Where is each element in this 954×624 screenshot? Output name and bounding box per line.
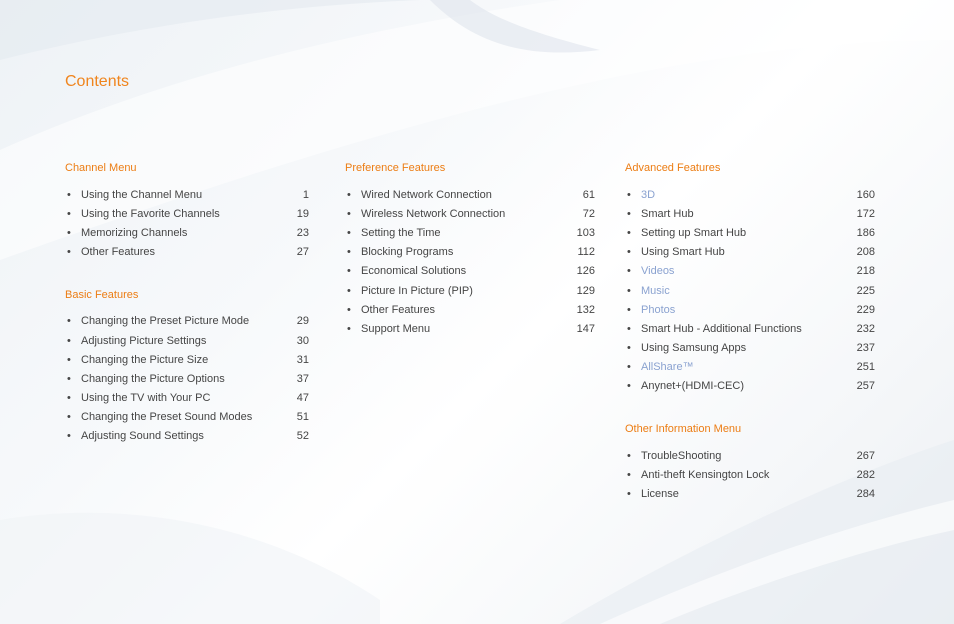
section-title[interactable]: Advanced Features xyxy=(625,162,721,174)
bullet-icon: • xyxy=(67,334,71,347)
bullet-icon: • xyxy=(627,488,631,501)
section-title[interactable]: Other Information Menu xyxy=(625,423,742,436)
bullet-icon: • xyxy=(347,284,351,297)
page-number: 1 xyxy=(302,188,309,201)
page-number: 51 xyxy=(296,411,309,424)
bullet-icon: • xyxy=(627,207,631,220)
page-number: 29 xyxy=(296,315,309,328)
bullet-icon: • xyxy=(67,392,71,405)
page-number: 30 xyxy=(296,334,309,347)
page-number: 172 xyxy=(856,207,875,220)
toc-section-channel-menu xyxy=(65,161,309,262)
toc-item[interactable]: • Wireless Network Connection 72 xyxy=(347,207,595,220)
page-number: 284 xyxy=(856,488,875,501)
bullet-icon: • xyxy=(347,303,351,316)
toc-column-3 xyxy=(625,161,875,504)
bullet-icon: • xyxy=(627,361,631,374)
bullet-icon: • xyxy=(67,430,71,443)
page-number: 61 xyxy=(582,188,595,201)
bullet-icon: • xyxy=(347,265,351,278)
toc-item[interactable]: • Using Samsung Apps 237 xyxy=(627,342,875,355)
page-number: 282 xyxy=(856,468,875,481)
toc-item[interactable]: • Changing the Preset Picture Mode 29 xyxy=(67,315,309,328)
toc-item[interactable]: • 3D 160 xyxy=(627,188,875,201)
toc-item[interactable]: • Anynet+(HDMI-CEC) 257 xyxy=(627,380,875,393)
toc-item[interactable]: • Smart Hub 172 xyxy=(627,207,875,220)
page-number: 19 xyxy=(296,207,309,220)
bullet-icon: • xyxy=(627,284,631,297)
toc-item[interactable]: • Anti-theft Kensington Lock 282 xyxy=(627,468,875,481)
page-number: 267 xyxy=(856,449,875,462)
section-title[interactable]: Preference Features xyxy=(345,162,446,174)
bullet-icon: • xyxy=(67,372,71,385)
toc-column-2 xyxy=(345,161,595,339)
bullet-icon: • xyxy=(67,226,71,239)
bullet-icon: • xyxy=(347,207,351,220)
bullet-icon: • xyxy=(627,226,631,239)
bullet-icon: • xyxy=(347,226,351,239)
bullet-icon: • xyxy=(627,380,631,393)
bullet-icon: • xyxy=(627,449,631,462)
page-number: 47 xyxy=(296,392,309,405)
toc-item[interactable]: • AllShare™ 251 xyxy=(627,361,875,374)
bullet-icon: • xyxy=(347,188,351,201)
page-number: 237 xyxy=(856,342,875,355)
toc-item[interactable]: • Using the Channel Menu 1 xyxy=(67,188,309,201)
page-number: 251 xyxy=(856,361,875,374)
toc-item[interactable]: • Using Smart Hub 208 xyxy=(627,246,875,259)
page-number: 218 xyxy=(856,265,875,278)
toc-item[interactable]: • Adjusting Sound Settings 52 xyxy=(67,430,309,443)
page-number: 147 xyxy=(576,322,595,335)
toc-item[interactable]: • Wired Network Connection 61 xyxy=(347,188,595,201)
page-number: 232 xyxy=(856,322,875,335)
toc-item[interactable]: • Using the TV with Your PC 47 xyxy=(67,392,309,405)
toc-item[interactable]: • Memorizing Channels 23 xyxy=(67,226,309,239)
section-title[interactable]: Basic Features xyxy=(65,288,139,301)
bullet-icon: • xyxy=(627,342,631,355)
bullet-icon: • xyxy=(347,322,351,335)
bullet-icon: • xyxy=(67,315,71,328)
bullet-icon: • xyxy=(67,188,71,201)
toc-section-advanced-features xyxy=(625,161,875,396)
bullet-icon: • xyxy=(67,411,71,424)
toc-item[interactable]: • Changing the Picture Options 37 xyxy=(67,372,309,385)
page-number: 31 xyxy=(296,353,309,366)
bullet-icon: • xyxy=(67,353,71,366)
bullet-icon: • xyxy=(627,468,631,481)
page-number: 23 xyxy=(296,226,309,239)
section-title[interactable]: Channel Menu xyxy=(65,162,137,174)
toc-item[interactable]: • Setting up Smart Hub 186 xyxy=(627,226,875,239)
toc-item[interactable]: • Using the Favorite Channels 19 xyxy=(67,207,309,220)
bullet-icon: • xyxy=(67,246,71,259)
toc-item[interactable]: • Economical Solutions 126 xyxy=(347,265,595,278)
page-number: 257 xyxy=(856,380,875,393)
bullet-icon: • xyxy=(627,188,631,201)
page-title: Contents xyxy=(65,73,130,90)
toc-item[interactable]: • Picture In Picture (PIP) 129 xyxy=(347,284,595,297)
toc-item[interactable]: • Other Features 132 xyxy=(347,303,595,316)
page-number: 208 xyxy=(856,246,875,259)
page-number: 27 xyxy=(296,246,309,259)
bullet-icon: • xyxy=(627,322,631,335)
page-number: 229 xyxy=(856,303,875,316)
toc-item[interactable]: • Other Features 27 xyxy=(67,246,309,259)
page-number: 129 xyxy=(576,284,595,297)
page-number: 132 xyxy=(576,303,595,316)
toc-item[interactable]: • Videos 218 xyxy=(627,265,875,278)
bullet-icon: • xyxy=(67,207,71,220)
toc-item[interactable]: • Setting the Time 103 xyxy=(347,226,595,239)
toc-section-preference-features xyxy=(345,161,595,339)
bullet-icon: • xyxy=(627,303,631,316)
toc-item[interactable]: • Changing the Preset Sound Modes 51 xyxy=(67,411,309,424)
toc-item[interactable]: • TroubleShooting 267 xyxy=(627,449,875,462)
page-number: 160 xyxy=(856,188,875,201)
page-number: 186 xyxy=(856,226,875,239)
toc-item[interactable]: • License 284 xyxy=(627,488,875,501)
toc-item[interactable]: • Blocking Programs 112 xyxy=(347,246,595,259)
page-number: 103 xyxy=(576,226,595,239)
toc-item[interactable]: • Support Menu 147 xyxy=(347,322,595,335)
page-number: 225 xyxy=(856,284,875,297)
toc-section-basic-features xyxy=(65,288,309,446)
bullet-icon: • xyxy=(627,265,631,278)
page-number: 112 xyxy=(577,246,595,259)
toc-item[interactable]: • Photos 229 xyxy=(627,303,875,316)
toc-item[interactable]: • Music 225 xyxy=(627,284,875,297)
toc-item[interactable]: • Adjusting Picture Settings 30 xyxy=(67,334,309,347)
page-number: 52 xyxy=(296,430,309,443)
toc-column-1 xyxy=(65,161,309,446)
toc-section-other-information-menu xyxy=(625,422,875,504)
bullet-icon: • xyxy=(347,246,351,259)
page-number: 126 xyxy=(576,265,595,278)
page-number: 72 xyxy=(582,207,595,220)
toc-item[interactable]: • Changing the Picture Size 31 xyxy=(67,353,309,366)
bullet-icon: • xyxy=(627,246,631,259)
page-number: 37 xyxy=(296,372,309,385)
toc-item[interactable]: • Smart Hub - Additional Functions 232 xyxy=(627,322,875,335)
